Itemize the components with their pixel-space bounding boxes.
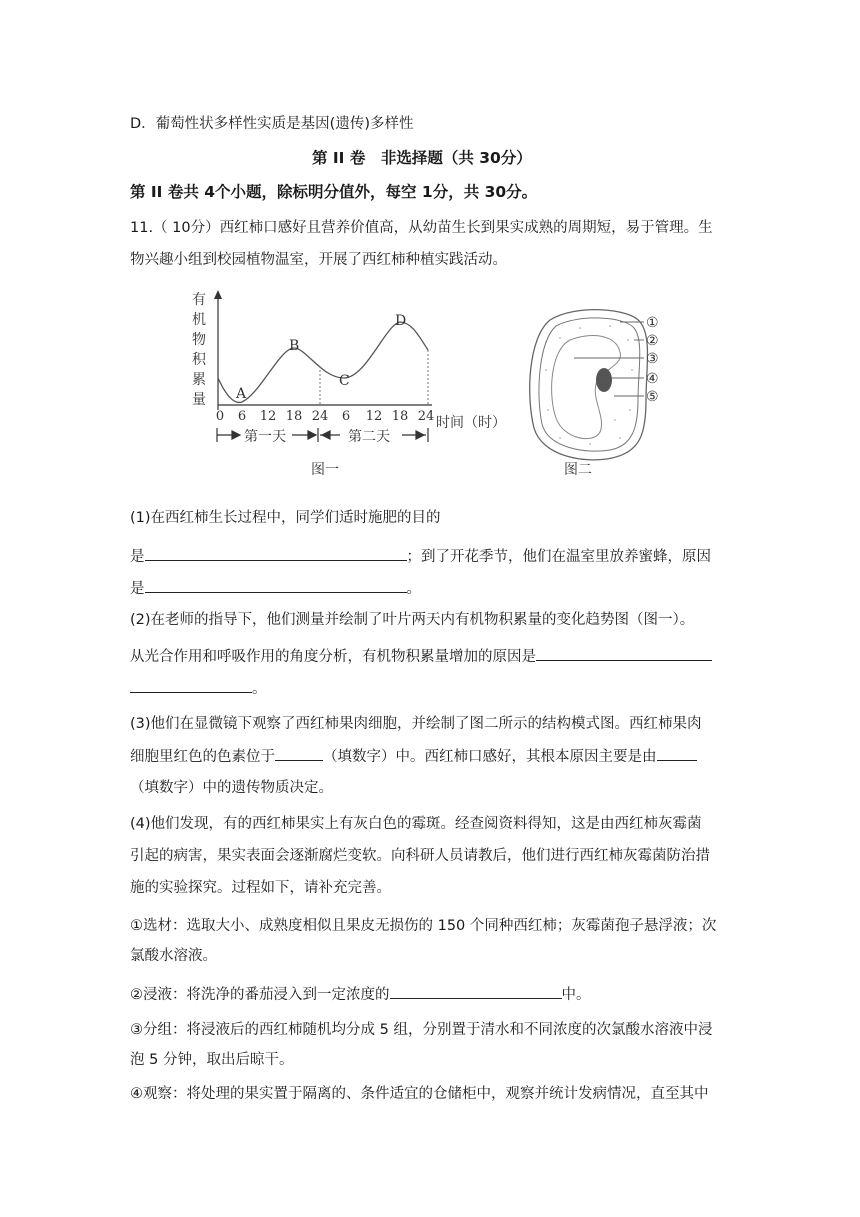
point-label: B <box>289 338 300 354</box>
x-tick-label: 12 <box>365 409 383 424</box>
x-tick-label: 6 <box>237 409 247 424</box>
q11-intro-1: 11.（ 10分）西红柿口感好且营养价值高，从幼苗生长到果实成熟的周期短，易于管理。生 <box>130 220 713 236</box>
step2: ②浸液：将洗净的番茄浸入到一定浓度的 中。 <box>130 984 591 1005</box>
p2-line2: 从光合作用和呼吸作用的角度分析，有机物积累量增加的原因是 <box>130 646 712 667</box>
step1-line1: ①选材：选取大小、成熟度相似且果皮无损伤的 150 个同种西红柿；灰霉菌孢子悬浮液；次 <box>130 918 717 934</box>
figure-one <box>180 282 520 482</box>
answer-blank[interactable] <box>275 746 323 761</box>
p2-line1: (2)在老师的指导下，他们测量并绘制了叶片两天内有机物积累量的变化趋势图（图一）。 <box>130 612 695 628</box>
answer-blank[interactable] <box>536 646 712 661</box>
x-tick-label: 18 <box>285 409 303 424</box>
q11-intro-2: 物兴趣小组到校园植物温室，开展了西红柿种植实践活动。 <box>130 252 507 268</box>
point-label: A <box>236 386 247 402</box>
section-note: 第 II 卷共 4个小题，除标明分值外，每空 1分，共 30分。 <box>130 183 538 201</box>
answer-blank[interactable] <box>390 984 562 999</box>
section-title: 第 II 卷 非选择题（共 30分） <box>312 149 532 167</box>
x-tick-label: 12 <box>259 409 277 424</box>
p1-line1: (1)在西红柿生长过程中，同学们适时施肥的目的 <box>130 510 441 526</box>
ylabel-char: 物 <box>192 332 206 348</box>
structure-label-1: ① <box>646 315 659 331</box>
p4-line1: (4)他们发现，有的西红柿果实上有灰白色的霉斑。经查阅资料得知，这是由西红柿灰霉菌 <box>130 816 702 832</box>
answer-blank[interactable] <box>130 678 252 693</box>
x-tick-label: 24 <box>417 409 435 424</box>
p3-line2: 细胞里红色的色素位于 （填数字）中。西红柿口感好，其根本原因主要是由 <box>130 746 697 767</box>
answer-blank[interactable] <box>657 746 697 761</box>
p3-line3: （填数字）中的遗传物质决定。 <box>130 780 333 796</box>
x-tick-label: 18 <box>391 409 409 424</box>
point-label: D <box>395 313 407 329</box>
step3-line1: ③分组：将浸液后的西红柿随机均分成 5 组，分别置于清水和不同浓度的次氯酸水溶液中浸 <box>130 1022 713 1038</box>
ylabel-char: 累 <box>192 372 206 388</box>
option-d: D．葡萄性状多样性实质是基因(遗传)多样性 <box>130 116 414 132</box>
accumulation-curve <box>218 322 428 402</box>
structure-label-5: ⑤ <box>646 389 659 405</box>
p4-line2: 引起的病害，果实表面会逐渐腐烂变软。向科研人员请教后，他们进行西红柿灰霉菌防治措 <box>130 848 710 864</box>
p3-line1: (3)他们在显微镜下观察了西红柿果肉细胞，并绘制了图二所示的结构模式图。西红柿果肉 <box>130 716 702 732</box>
answer-blank[interactable] <box>145 578 407 593</box>
y-axis-arrow <box>214 290 222 299</box>
p4-line3: 施的实验探究。过程如下，请补充完善。 <box>130 880 391 896</box>
figure-two-caption: 图二 <box>564 462 592 478</box>
step4-line1: ④观察：将处理的果实置于隔离的、条件适宜的仓储柜中，观察并统计发病情况，直至其中 <box>130 1086 709 1102</box>
answer-blank[interactable] <box>145 546 407 561</box>
day-two-label: 第二天 <box>348 429 390 445</box>
x-tick-label: 24 <box>311 409 329 424</box>
ylabel-char: 量 <box>192 392 206 408</box>
ylabel-char: 积 <box>192 352 206 368</box>
point-label: C <box>339 373 350 389</box>
nucleus <box>596 368 612 392</box>
x-axis-label: 时间（时） <box>436 415 506 431</box>
cell-membrane <box>539 318 640 451</box>
step1-line2: 氯酸水溶液。 <box>130 948 217 964</box>
figure-two <box>520 300 710 482</box>
p1-line3: 是 。 <box>130 578 421 599</box>
structure-label-2: ② <box>646 333 659 349</box>
figure-one-caption: 图一 <box>311 462 339 478</box>
day-one-label: 第一天 <box>244 429 286 445</box>
structure-label-3: ③ <box>646 351 659 367</box>
x-tick-label: 0 <box>215 409 225 424</box>
step3-line2: 泡 5 分钟，取出后晾干。 <box>130 1052 294 1068</box>
structure-label-4: ④ <box>646 371 659 387</box>
ylabel-char: 有 <box>192 292 206 308</box>
ylabel-char: 机 <box>192 312 206 328</box>
x-tick-label: 6 <box>341 409 351 424</box>
p1-line2: 是 ；到了开花季节，他们在温室里放养蜜蜂，原因 <box>130 546 711 567</box>
p2-line3: 。 <box>130 678 267 699</box>
